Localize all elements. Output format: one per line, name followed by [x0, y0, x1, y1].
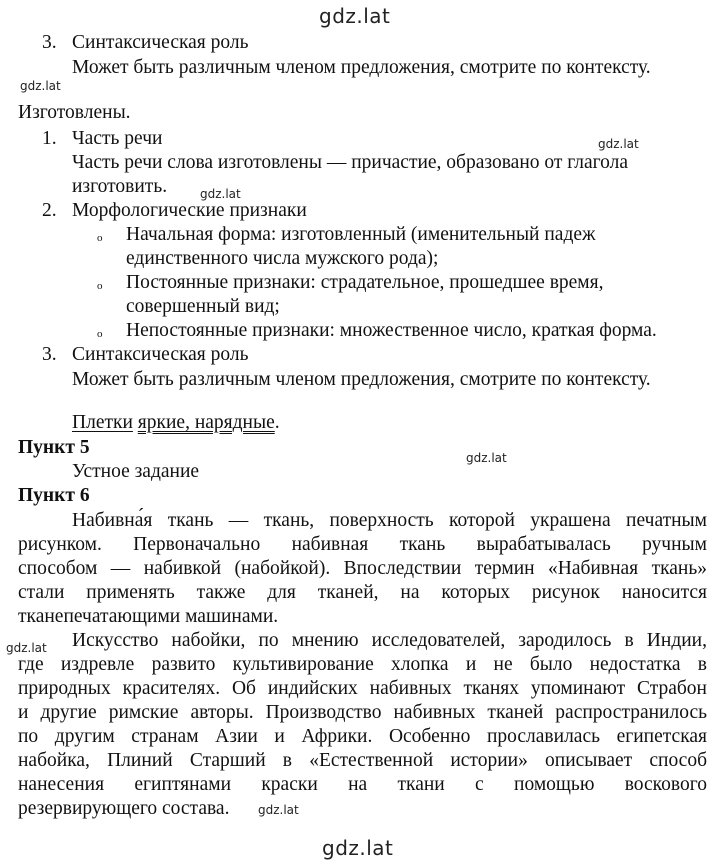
watermark-top: gdz.lat — [319, 4, 391, 28]
paragraph-line: резервирующего состава. — [18, 798, 230, 819]
section-heading: Пункт 6 — [18, 485, 90, 506]
list-item-text: изготовить. — [72, 176, 168, 197]
paragraph-line: стали применять также для тканей, на которых рисунок наносится — [18, 582, 707, 603]
watermark-small: gdz.lat — [258, 803, 299, 817]
paragraph-line: способом — набивкой (набойкой). Впоследствии термин «Набивная ткань» — [18, 558, 707, 579]
list-item-text: Часть речи слова изготовлены — причастие, образовано от глагола — [72, 152, 629, 173]
paragraph-line: где издревле развито культивирование хлопка и не было недостатка в — [18, 654, 707, 675]
paragraph-line: рисунком. Первоначально набивная ткань вырабатывалась ручным — [18, 534, 707, 555]
paragraph-line: Набивна́я ткань — ткань, поверхность которой украшена печатным — [72, 510, 707, 531]
list-item-title: Синтаксическая роль — [72, 32, 249, 53]
sentence-subject: Плетки — [72, 412, 133, 433]
paragraph-line: природных красителях. Об индийских набивных тканях упоминают Страбон — [18, 678, 707, 699]
watermark-small: gdz.lat — [20, 79, 61, 93]
word-heading: Изготовлены. — [18, 102, 131, 123]
paragraph-line: набойка, Плиний Старший в «Естественной истории» описывает способ — [18, 750, 707, 771]
list-number: 2. — [42, 200, 57, 221]
watermark-small: gdz.lat — [466, 451, 507, 465]
list-item-text: Может быть различным членом предложения, смотрите по контексту. — [72, 57, 651, 78]
list-item-title: Синтаксическая роль — [72, 344, 249, 365]
bullet-icon: o — [97, 328, 103, 340]
list-item-text: Может быть различным членом предложения, смотрите по контексту. — [72, 369, 651, 390]
bullet-text: Непостоянные признаки: множественное число, краткая форма. — [126, 320, 657, 341]
watermark-bottom: gdz.lat — [322, 836, 394, 860]
section-heading: Пункт 5 — [18, 437, 90, 458]
paragraph-line: тканепечатающими машинами. — [18, 606, 279, 627]
bullet-text: совершенный вид; — [126, 296, 280, 317]
sentence-period: . — [274, 412, 280, 433]
paragraph-line: нанесения египтянами краски на ткани с помощью воскового — [18, 774, 707, 795]
paragraph-line: по другим странам Азии и Африки. Особенно прославилась египетская — [18, 726, 707, 747]
watermark-small: gdz.lat — [598, 137, 639, 151]
bullet-icon: o — [97, 232, 103, 244]
list-number: 3. — [42, 344, 57, 365]
list-number: 1. — [42, 128, 57, 149]
watermark-small: gdz.lat — [200, 187, 241, 201]
bullet-text: единственного числа мужского рода); — [126, 248, 439, 269]
paragraph-line: Искусство набойки, по мнению исследователей, зародилось в Индии, — [72, 630, 707, 651]
sentence-predicate: яркие, нарядные — [137, 412, 275, 433]
paragraph-line: и другие римские авторы. Производство набивных тканей распространилось — [18, 702, 707, 723]
list-item-title: Часть речи — [72, 128, 163, 149]
parsed-sentence — [72, 412, 280, 434]
bullet-icon: o — [97, 280, 103, 292]
watermark-small: gdz.lat — [6, 641, 47, 655]
bullet-text: Постоянные признаки: страдательное, прошедшее время, — [126, 272, 604, 293]
list-item-title: Морфологические признаки — [72, 200, 307, 221]
list-number: 3. — [42, 32, 57, 53]
section-text: Устное задание — [72, 461, 200, 482]
bullet-text: Начальная форма: изготовленный (именительный падеж — [126, 224, 596, 245]
